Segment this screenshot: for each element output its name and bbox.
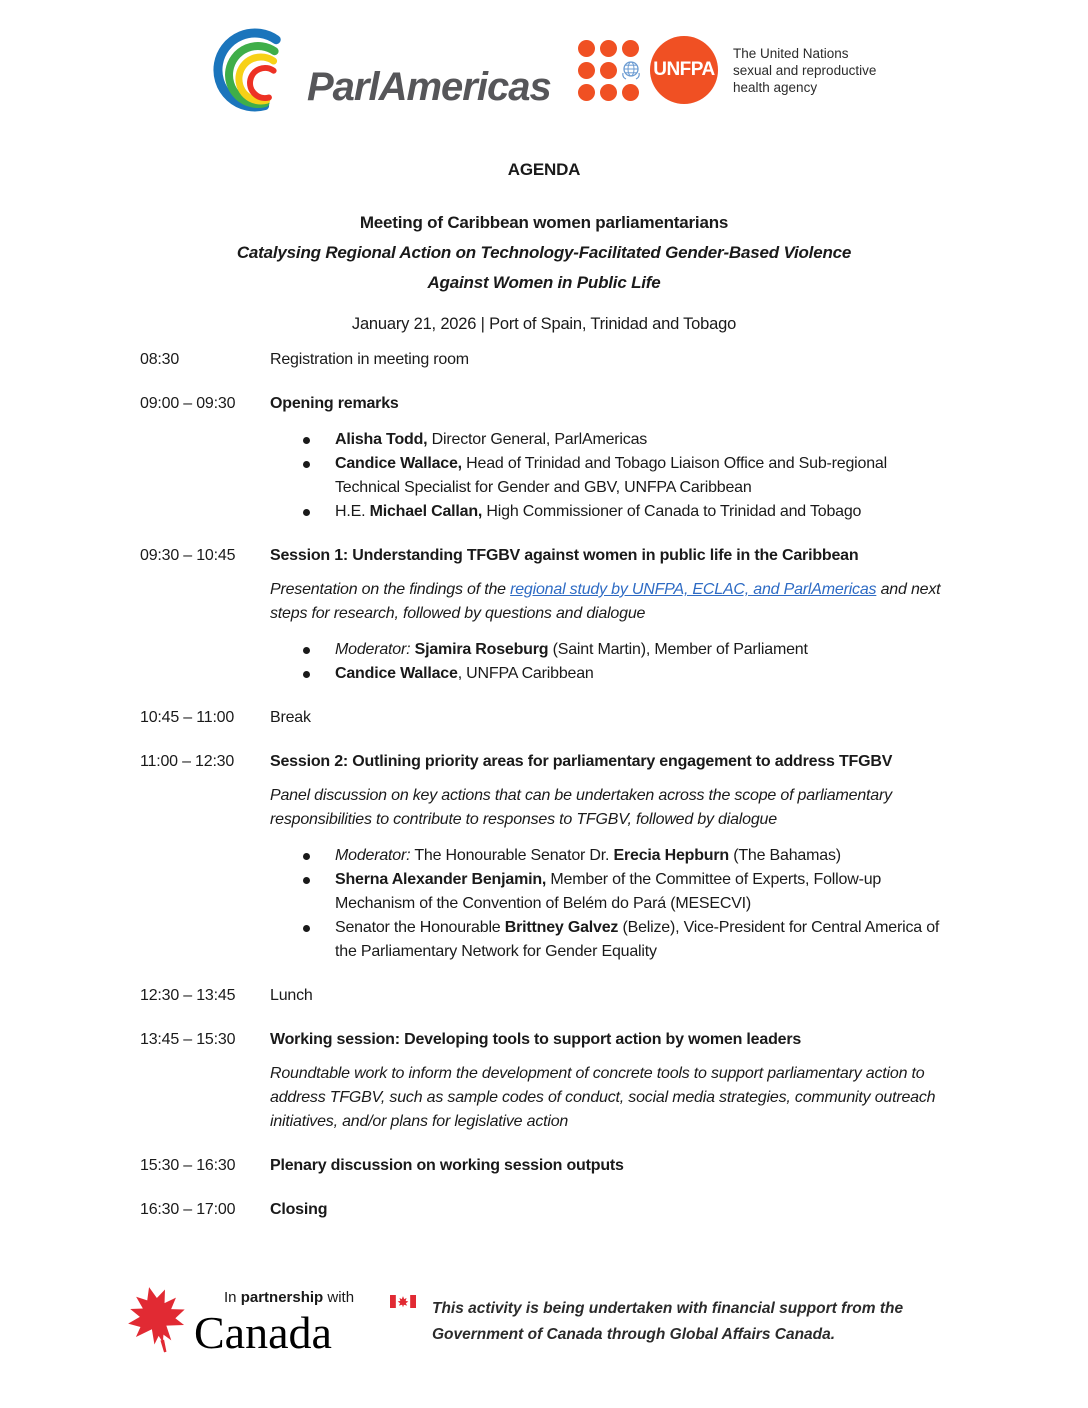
bullet-item xyxy=(270,428,952,452)
footer xyxy=(126,1276,972,1362)
bullet-marker xyxy=(303,452,335,500)
session-description xyxy=(270,578,952,626)
text-segment: Session 1: Understanding TFGBV against women in public life in the Caribbean xyxy=(270,547,859,564)
text-segment: Erecia Hepburn xyxy=(613,847,729,864)
bullet-text xyxy=(335,868,952,916)
header xyxy=(0,28,1088,128)
time-label: 10:45 – 11:00 xyxy=(140,709,235,726)
text-segment: Brittney Galvez xyxy=(504,919,619,936)
agenda-item-content xyxy=(270,1198,952,1222)
session-title xyxy=(270,984,952,1008)
text-segment: Candice Wallace, xyxy=(335,455,462,472)
session-title xyxy=(270,348,952,372)
text-segment: Alisha Todd, xyxy=(335,431,428,448)
agenda-row xyxy=(140,1154,952,1178)
agenda-list xyxy=(140,348,952,1242)
parlamericas-logo xyxy=(203,28,551,128)
text-segment: Closing xyxy=(270,1201,328,1218)
parlamericas-arcs-icon xyxy=(203,28,313,128)
text-segment: Member of the Committee of Experts, Follow-up Mechanism of the Convention of Belém do Pará (MESECVI) xyxy=(335,871,882,912)
session-description xyxy=(270,1062,952,1134)
text-segment: Michael Callan, xyxy=(369,503,483,520)
time-label: 15:30 – 16:30 xyxy=(140,1157,236,1174)
text-segment: Presentation on the findings of the xyxy=(270,581,511,598)
bullet-marker xyxy=(303,662,335,686)
meeting-title: Meeting of Caribbean women parliamentarians xyxy=(359,213,729,232)
agenda-row xyxy=(140,750,952,964)
agenda-item-content xyxy=(270,984,952,1008)
text-segment: Head of Trinidad and Tobago Liaison Office and Sub-regional Technical Specialist for Gender and GBV, UNFPA Caribbean xyxy=(335,455,887,496)
session-title xyxy=(270,1154,952,1178)
bullet-item xyxy=(270,844,952,868)
agenda-row xyxy=(140,1028,952,1134)
text-segment: Candice Wallace xyxy=(335,665,458,682)
text-segment: Director General, ParlAmericas xyxy=(427,431,648,448)
time-label: 13:45 – 15:30 xyxy=(140,1031,236,1048)
bullet-text xyxy=(335,452,952,500)
bullet-text xyxy=(335,844,952,868)
agenda-label: AGENDA xyxy=(507,160,581,179)
date-location: January 21, 2026 | Port of Spain, Trinidad and Tobago xyxy=(351,315,737,333)
text-segment: H.E. xyxy=(335,503,370,520)
agenda-row xyxy=(140,706,952,730)
meeting-subtitle-line2: Against Women in Public Life xyxy=(427,273,661,292)
bullet-marker xyxy=(303,916,335,964)
text-segment: Opening remarks xyxy=(270,395,399,412)
bullet-item xyxy=(270,452,952,500)
bullet-text xyxy=(335,500,952,524)
agenda-row xyxy=(140,348,952,372)
agenda-row xyxy=(140,984,952,1008)
text-segment: Moderator: xyxy=(335,847,411,864)
text-segment: (Belize), Vice-President for Central America of the Parliamentary Network for Gender Equality xyxy=(335,919,940,960)
maple-leaf-icon xyxy=(126,1276,188,1362)
title-block xyxy=(0,158,1088,336)
text-segment: Lunch xyxy=(270,987,313,1004)
text-segment: Sjamira Roseburg xyxy=(414,641,549,658)
text-segment: Senator the Honourable xyxy=(335,919,505,936)
regional-study-link[interactable]: regional study by UNFPA, ECLAC, and ParlAmericas xyxy=(510,581,877,598)
time-label: 09:30 – 10:45 xyxy=(140,547,236,564)
session-title xyxy=(270,1028,952,1052)
text-segment: (The Bahamas) xyxy=(728,847,841,864)
bullet-list xyxy=(270,638,952,686)
text-segment: Panel discussion on key actions that can be undertaken across the scope of parliamentary responsibilities to contribute to responses to TFGBV, followed by dialogue xyxy=(270,787,892,828)
bullet-item xyxy=(270,638,952,662)
time-label: 16:30 – 17:00 xyxy=(140,1201,236,1218)
unfpa-dot-icon xyxy=(578,62,595,79)
text-segment: , UNFPA Caribbean xyxy=(457,665,594,682)
canada-flag-icon xyxy=(390,1292,416,1316)
text-segment: Sherna Alexander Benjamin, xyxy=(335,871,547,888)
text-segment: High Commissioner of Canada to Trinidad and Tobago xyxy=(482,503,862,520)
session-title xyxy=(270,392,952,416)
text-segment: Roundtable work to inform the development of concrete tools to support parliamentary action to address TFGBV, such as sample codes of conduct, social media strategies, community outreach initiatives, and/or plans for legislative action xyxy=(270,1065,936,1130)
funding-disclaimer: This activity is being undertaken with financial support from the Government of Canada through Global Affairs Canada. xyxy=(432,1300,904,1343)
text-segment: (Saint Martin), Member of Parliament xyxy=(548,641,808,658)
text-segment: Session 2: Outlining priority areas for parliamentary engagement to address TFGBV xyxy=(270,753,893,770)
text-segment: Moderator: xyxy=(335,641,411,658)
bullet-marker xyxy=(303,428,335,452)
unfpa-dot-icon xyxy=(600,40,617,57)
time-label: 12:30 – 13:45 xyxy=(140,987,236,1004)
time-label: 11:00 – 12:30 xyxy=(140,753,235,770)
text-segment: Break xyxy=(270,709,311,726)
unfpa-tagline-line: sexual and reproductive xyxy=(733,62,877,78)
unfpa-dots-icon xyxy=(578,40,639,101)
text-segment: and next steps for research, followed by questions and dialogue xyxy=(270,581,941,622)
bullet-text xyxy=(335,638,952,662)
text-segment: Plenary discussion on working session outputs xyxy=(270,1157,624,1174)
bullet-marker xyxy=(303,638,335,662)
bullet-marker xyxy=(303,844,335,868)
unfpa-dot-icon xyxy=(578,84,595,101)
agenda-item-content xyxy=(270,348,952,372)
meeting-subtitle-line1: Catalysing Regional Action on Technology-Facilitated Gender-Based Violence xyxy=(236,243,852,262)
unfpa-dot-icon xyxy=(622,84,639,101)
agenda-item-content xyxy=(270,392,952,524)
unfpa-dot-icon xyxy=(622,40,639,57)
session-title xyxy=(270,1198,952,1222)
bullet-item xyxy=(270,916,952,964)
bullet-list xyxy=(270,844,952,964)
unfpa-acronym: UNFPA xyxy=(653,59,715,80)
session-title xyxy=(270,544,952,568)
bullet-marker xyxy=(303,868,335,916)
text-segment: Working session: Developing tools to support action by women leaders xyxy=(270,1031,802,1048)
agenda-row xyxy=(140,1198,952,1222)
unfpa-logo xyxy=(578,36,876,104)
unfpa-tagline-line: The United Nations xyxy=(733,45,849,61)
bullet-text xyxy=(335,662,952,686)
time-label: 08:30 xyxy=(140,351,180,368)
unfpa-dot-icon xyxy=(600,84,617,101)
parlamericas-wordmark: ParlAmericas xyxy=(307,65,551,109)
partnership-pre: In xyxy=(224,1289,237,1306)
partnership-post: with xyxy=(327,1289,355,1306)
bullet-list xyxy=(270,428,952,524)
bullet-item xyxy=(270,868,952,916)
unfpa-circle-icon xyxy=(650,36,718,104)
partnership-bold: partnership xyxy=(240,1289,324,1306)
unfpa-dot-icon xyxy=(600,62,617,79)
unfpa-tagline xyxy=(733,45,876,96)
bullet-marker xyxy=(303,500,335,524)
agenda-item-content xyxy=(270,544,952,686)
agenda-item-content xyxy=(270,750,952,964)
bullet-item xyxy=(270,662,952,686)
session-title xyxy=(270,750,952,774)
text-segment: Registration in meeting room xyxy=(270,351,469,368)
bullet-text xyxy=(335,428,952,452)
canada-logo xyxy=(194,1276,416,1356)
text-segment: The Honourable Senator Dr. xyxy=(410,847,614,864)
session-title xyxy=(270,706,952,730)
session-description xyxy=(270,784,952,832)
bullet-text xyxy=(335,916,952,964)
canada-wordmark: Canada xyxy=(194,1307,332,1358)
bullet-item xyxy=(270,500,952,524)
time-label: 09:00 – 09:30 xyxy=(140,395,236,412)
agenda-item-content xyxy=(270,706,952,730)
unfpa-tagline-line: health agency xyxy=(733,79,818,95)
un-emblem-icon xyxy=(620,59,642,81)
agenda-item-content xyxy=(270,1154,952,1178)
agenda-item-content xyxy=(270,1028,952,1134)
unfpa-dot-icon xyxy=(578,40,595,57)
agenda-row xyxy=(140,544,952,686)
agenda-row xyxy=(140,392,952,524)
